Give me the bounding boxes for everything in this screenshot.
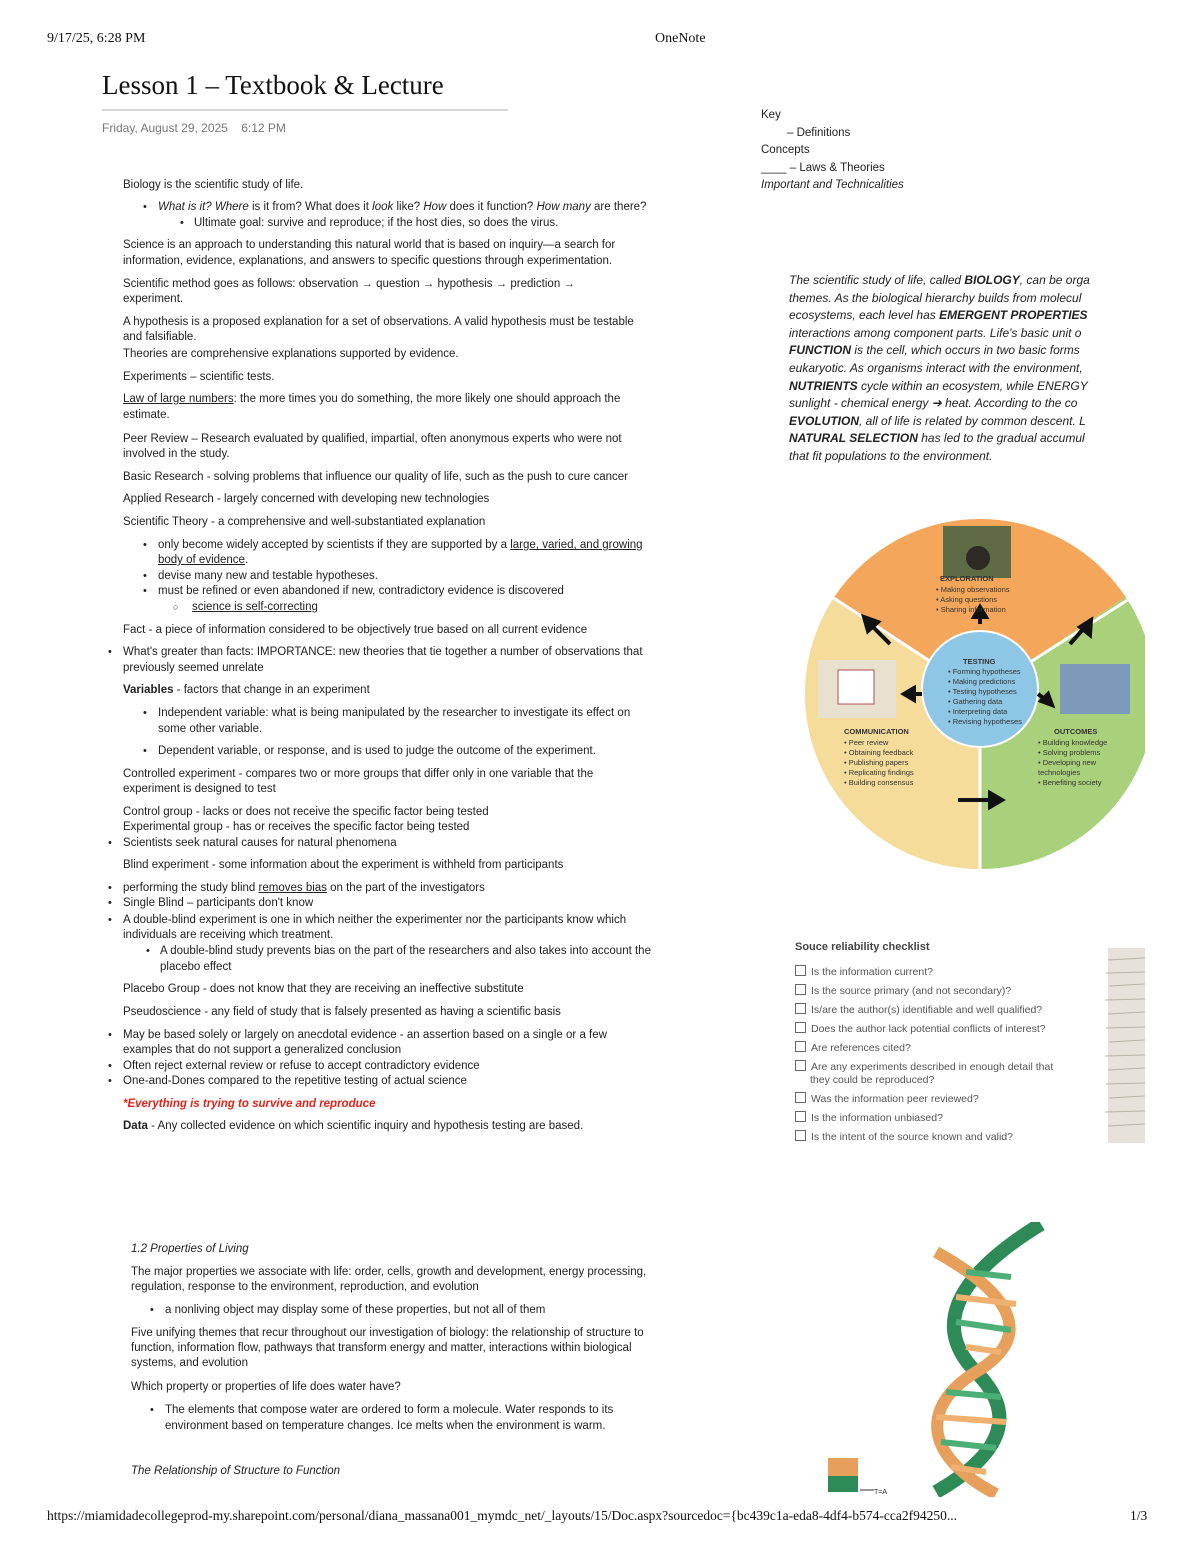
note-hypothesis-1: A hypothesis is a proposed explanation for a set of observations. A valid hypothesis must be testable xyxy=(123,316,634,328)
note-accepted-2: body of evidence. xyxy=(158,554,249,566)
note-pseudoscience: Pseudoscience - any field of study that is falsely presented as having a scientific basis xyxy=(123,1006,561,1018)
bullet-icon: • xyxy=(143,585,147,597)
page-title: Lesson 1 – Textbook & Lecture xyxy=(102,70,444,100)
bullet-icon: • xyxy=(108,1060,112,1072)
communication-item: • Obtaining feedback xyxy=(844,748,914,757)
bullet-icon: • xyxy=(180,217,184,229)
bullet-icon: • xyxy=(108,897,112,909)
checklist-item: Was the information peer reviewed? xyxy=(795,1092,979,1106)
note-experimental-group: Experimental group - has or receives the specific factor being tested xyxy=(123,821,470,833)
note-controlled-2: experiment is designed to test xyxy=(123,783,276,795)
note-single-blind: Single Blind – participants don't know xyxy=(123,897,314,909)
note-reject-review: Often reject external review or refuse to accept contradictory evidence xyxy=(123,1060,480,1072)
note-themes-2: function, information flow, pathways that transform energy and matter, interactions within biological xyxy=(131,1342,632,1354)
note-science-2: information, evidence, explanations, and answers to specific questions through experimentation. xyxy=(123,255,613,267)
note-structure-function: The Relationship of Structure to Function xyxy=(131,1465,341,1477)
print-app-name: OneNote xyxy=(655,31,706,46)
note-peer-2: involved in the study. xyxy=(123,448,230,460)
outcomes-item: technologies xyxy=(1038,768,1081,777)
bullet-icon: • xyxy=(108,1075,112,1087)
checklist-item: Is the intent of the source known and valid? xyxy=(795,1130,1013,1144)
bullet-icon: • xyxy=(143,201,147,213)
bullet-icon: • xyxy=(108,837,112,849)
testing-item: • Making predictions xyxy=(948,677,1016,686)
exploration-item: • Asking questions xyxy=(936,595,997,604)
circle-bullet-icon: ○ xyxy=(173,602,179,612)
communication-title: COMMUNICATION xyxy=(844,727,909,736)
note-water-2: environment based on temperature changes. Ice melts when the environment is warm. xyxy=(165,1420,606,1432)
note-bias: performing the study blind removes bias on the part of the investigators xyxy=(123,882,485,894)
note-nonliving: a nonliving object may display some of these properties, but not all of them xyxy=(165,1304,546,1316)
summary-line: interactions among component parts. Life's basic unit o xyxy=(789,325,1082,340)
summary-line: that fit populations to the environment. xyxy=(789,448,993,463)
note-experiments: Experiments – scientific tests. xyxy=(123,371,275,383)
key-definitions: – Definitions xyxy=(787,126,851,139)
note-questions: What is it? Where is it from? What does it look like? How does it function? How many are there? xyxy=(158,201,647,213)
communication-item: • Publishing papers xyxy=(844,758,909,767)
bullet-icon: • xyxy=(108,882,112,894)
note-survive-reproduce: *Everything is trying to survive and reproduce xyxy=(123,1098,376,1110)
note-law-2: estimate. xyxy=(123,409,170,421)
outcomes-item: • Building knowledge xyxy=(1038,738,1108,747)
page-number: 1/3 xyxy=(1130,1508,1148,1523)
checklist-item: Are references cited? xyxy=(795,1041,911,1055)
note-themes-3: systems, and evolution xyxy=(131,1357,248,1369)
summary-line: sunlight - chemical energy ➔ heat. According to the co xyxy=(789,396,1078,411)
note-placebo-group: Placebo Group - does not know that they are receiving an ineffective substitute xyxy=(123,983,524,995)
note-properties-2: regulation, response to the environment, reproduction, and evolution xyxy=(131,1281,479,1293)
note-double-blind-2: individuals are receiving which treatment. xyxy=(123,929,334,941)
note-fact: Fact - a piece of information considered to be objectively true based on all current evidence xyxy=(123,624,588,636)
summary-line: The scientific study of life, called BIOLOGY, can be orga xyxy=(789,273,1090,287)
communication-item: • Replicating findings xyxy=(844,768,914,777)
checklist-item: Is/are the author(s) identifiable and well qualified? xyxy=(795,1003,1042,1017)
checklist-item: Does the author lack potential conflicts of interest? xyxy=(795,1022,1046,1036)
checklist-item: Are any experiments described in enough detail that xyxy=(795,1060,1053,1074)
note-basic-research: Basic Research - solving problems that influence our quality of life, such as the push to cure cancer xyxy=(123,471,628,483)
testing-item: • Forming hypotheses xyxy=(948,667,1021,676)
outcomes-title: OUTCOMES xyxy=(1054,727,1098,736)
bullet-icon: • xyxy=(143,707,147,719)
scientific-process-diagram xyxy=(800,514,1145,870)
checkbox-icon xyxy=(795,984,806,995)
note-independent-1: Independent variable: what is being manipulated by the researcher to investigate its effect on xyxy=(158,707,631,719)
note-method-2: experiment. xyxy=(123,293,184,305)
page-date: Friday, August 29, 2025 6:12 PM xyxy=(102,121,286,135)
checklist-title: Souce reliability checklist xyxy=(795,941,930,953)
summary-line: themes. As the biological hierarchy builds from molecul xyxy=(789,290,1082,305)
note-double-blind-sub-2: placebo effect xyxy=(160,961,232,973)
note-anecdotal-1: May be based solely or largely on anecdotal evidence - an assertion based on a single or a few xyxy=(123,1029,607,1041)
exploration-title: EXPLORATION xyxy=(940,574,994,583)
key-legend xyxy=(761,107,904,195)
checkbox-icon xyxy=(795,1111,806,1122)
note-natural-causes: Scientists seek natural causes for natural phenomena xyxy=(123,837,397,849)
print-datetime: 9/17/25, 6:28 PM xyxy=(47,31,146,46)
title-underline xyxy=(102,109,508,111)
note-variables: Variables - factors that change in an experiment xyxy=(123,684,370,696)
note-dependent: Dependent variable, or response, and is used to judge the outcome of the experiment. xyxy=(158,745,596,757)
checkbox-icon xyxy=(795,1041,806,1052)
note-theories: Theories are comprehensive explanations supported by evidence. xyxy=(123,348,459,360)
note-greater-1: What's greater than facts: IMPORTANCE: new theories that tie together a number of observations that xyxy=(123,646,643,658)
note-blind-experiment: Blind experiment - some information about the experiment is withheld from participants xyxy=(123,859,564,871)
checkbox-icon xyxy=(795,1092,806,1103)
bullet-icon: • xyxy=(143,745,147,757)
note-scientific-theory: Scientific Theory - a comprehensive and well-substantiated explanation xyxy=(123,516,486,528)
bullet-icon: • xyxy=(108,1029,112,1041)
bullet-icon: • xyxy=(143,539,147,551)
note-accepted-1: only become widely accepted by scientists if they are supported by a large, varied, and growing xyxy=(158,539,643,551)
key-concepts: Concepts xyxy=(761,144,810,157)
note-water-question: Which property or properties of life does water have? xyxy=(131,1381,401,1393)
summary-line: NATURAL SELECTION has led to the gradual accumul xyxy=(789,431,1085,446)
note-control-group: Control group - lacks or does not receive the specific factor being tested xyxy=(123,806,489,818)
testing-item: • Revising hypotheses xyxy=(948,717,1022,726)
exploration-item: • Sharing information xyxy=(936,605,1006,614)
testing-item: • Interpreting data xyxy=(948,707,1008,716)
note-peer-1: Peer Review – Research evaluated by qualified, impartial, often anonymous experts who were not xyxy=(123,433,622,445)
note-refined: must be refined or even abandoned if new, contradictory evidence is discovered xyxy=(158,585,564,597)
checkbox-icon xyxy=(795,965,806,976)
checkbox-icon xyxy=(795,1130,806,1141)
note-ultimate-goal: Ultimate goal: survive and reproduce; if the host dies, so does the virus. xyxy=(194,217,559,229)
note-method-1: Scientific method goes as follows: observation → question → hypothesis → prediction → xyxy=(123,278,575,290)
bullet-icon: • xyxy=(150,1304,154,1316)
bullet-icon: • xyxy=(146,945,150,957)
summary-line: ecosystems, each level has EMERGENT PROPERTIES xyxy=(789,308,1088,323)
poster-board xyxy=(838,670,874,704)
gorilla-silhouette xyxy=(966,546,990,570)
bullet-icon: • xyxy=(108,646,112,658)
key-heading: Key xyxy=(761,109,781,121)
note-double-blind-1: A double-blind experiment is one in which neither the experimenter nor the participants know which xyxy=(123,914,627,926)
bullet-icon: • xyxy=(143,570,147,582)
testing-item: • Gathering data xyxy=(948,697,1003,706)
note-double-blind-sub-1: A double-blind study prevents bias on the part of the researchers and also takes into account the xyxy=(160,945,651,957)
note-biology: Biology is the scientific study of life. xyxy=(123,179,304,191)
note-one-and-dones: One-and-Dones compared to the repetitive testing of actual science xyxy=(123,1075,467,1087)
checklist-item: Is the source primary (and not secondary)? xyxy=(795,984,1011,998)
paper-stack-image xyxy=(1100,948,1145,1143)
summary-line: NUTRIENTS cycle within an ecosystem, while ENERGY xyxy=(789,378,1088,393)
note-self-correcting: science is self-correcting xyxy=(192,601,318,613)
print-url[interactable]: https://miamidadecollegeprod-my.sharepoint.com/personal/diana_massana001_mymdc_net/_layouts/15/Doc.aspx?sourcedoc={bc439c1a-eda8-4df4-b574-cca2f94250... xyxy=(47,1508,957,1523)
checkbox-icon xyxy=(795,1003,806,1014)
outcomes-item: • Benefiting society xyxy=(1038,778,1102,787)
dna-base-pair-label: T=A xyxy=(874,1489,888,1496)
summary-paragraph xyxy=(789,272,1145,472)
note-science-1: Science is an approach to understanding this natural world that is based on inquiry—a search for xyxy=(123,239,616,251)
note-independent-2: some other variable. xyxy=(158,723,263,735)
dna-helix-image xyxy=(826,1222,1076,1497)
section-heading: 1.2 Properties of Living xyxy=(131,1243,249,1255)
note-applied-research: Applied Research - largely concerned with developing new technologies xyxy=(123,493,490,505)
summary-line: FUNCTION is the cell, which occurs in two basic forms xyxy=(789,343,1080,358)
outcomes-item: • Developing new xyxy=(1038,758,1097,767)
key-laws: ____ – Laws & Theories xyxy=(761,161,885,174)
note-anecdotal-2: examples that do not support a generalized conclusion xyxy=(123,1044,402,1056)
note-controlled-1: Controlled experiment - compares two or more groups that differ only in one variable that the xyxy=(123,768,594,780)
note-water-1: The elements that compose water are ordered to form a molecule. Water responds to its xyxy=(165,1404,614,1416)
bullet-icon: • xyxy=(150,1404,154,1416)
checklist-item-continued: they could be reproduced? xyxy=(810,1074,935,1086)
checkbox-icon xyxy=(795,1060,806,1071)
testing-title: TESTING xyxy=(963,657,996,666)
communication-item: • Peer review xyxy=(844,738,889,747)
summary-line: EVOLUTION, all of life is related by common descent. L xyxy=(789,413,1086,428)
checklist-item: Is the information current? xyxy=(795,965,933,979)
bullet-icon: • xyxy=(108,914,112,926)
note-data: Data - Any collected evidence on which scientific inquiry and hypothesis testing are based. xyxy=(123,1120,584,1132)
exploration-item: • Making observations xyxy=(936,585,1010,594)
communication-item: • Building consensus xyxy=(844,778,914,787)
note-properties-1: The major properties we associate with life: order, cells, growth and development, energy processing, xyxy=(131,1266,647,1278)
checkbox-icon xyxy=(795,1022,806,1033)
note-devise: devise many new and testable hypotheses. xyxy=(158,570,378,582)
checklist-item: Is the information unbiased? xyxy=(795,1111,943,1125)
outcomes-item: • Solving problems xyxy=(1038,748,1101,757)
note-themes-1: Five unifying themes that recur throughout our investigation of biology: the relationship of structure to xyxy=(131,1327,644,1339)
note-hypothesis-2: and falsifiable. xyxy=(123,331,197,343)
outcomes-photo xyxy=(1060,664,1130,714)
note-law-1: Law of large numbers: the more times you do something, the more likely one should approach the xyxy=(123,393,621,405)
testing-item: • Testing hypotheses xyxy=(948,687,1017,696)
note-greater-2: previously seemed unrelate xyxy=(123,662,264,674)
key-important: Important and Technicalities xyxy=(761,179,904,192)
summary-line: eukaryotic. As organisms interact with the environment, xyxy=(789,360,1083,375)
